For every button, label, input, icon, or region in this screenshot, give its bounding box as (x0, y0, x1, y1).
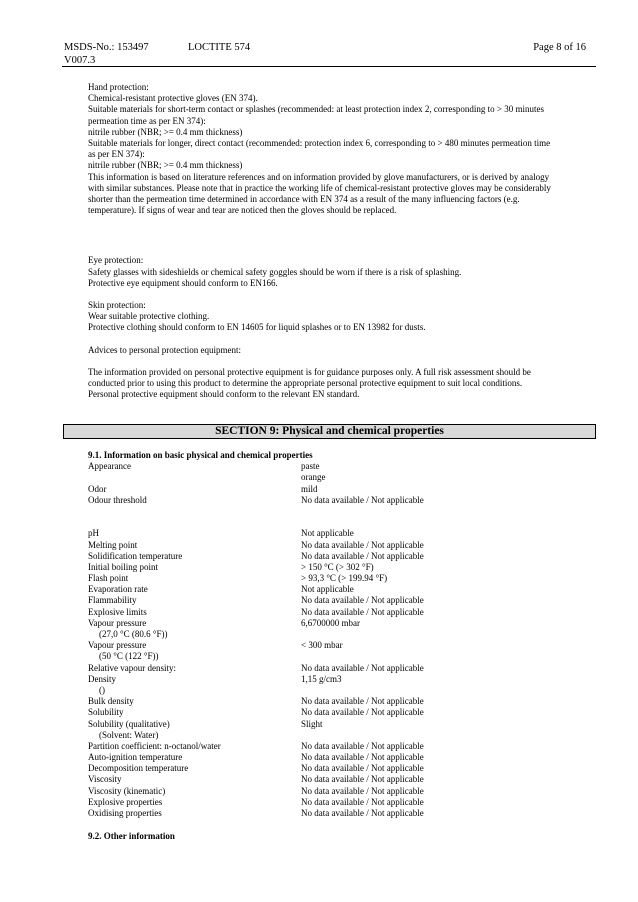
property-row (88, 461, 608, 472)
property-name: Melting point (88, 539, 138, 550)
property-value: No data available / Not applicable (301, 785, 424, 796)
property-name: Auto-ignition temperature (88, 752, 183, 763)
property-value: No data available / Not applicable (301, 696, 424, 707)
property-value: 6,6700000 mbar (301, 617, 360, 628)
property-row (88, 484, 608, 495)
property-row (88, 730, 608, 741)
property-row (88, 506, 608, 517)
property-value: No data available / Not applicable (301, 740, 424, 751)
property-row (88, 551, 608, 562)
hand-protection-line: temperature). If signs of wear and tear are noticed then the gloves should be replaced. (88, 205, 397, 216)
property-row (88, 472, 608, 483)
property-value: No data available / Not applicable (301, 595, 424, 606)
property-name: Appearance (88, 461, 131, 472)
hand-protection-line: This information is based on literature references and on information provided by glove manufacturers, or is derived by analogy (88, 171, 550, 182)
property-name: Explosive limits (88, 606, 147, 617)
eye-protection-line: Safety glasses with sideshields or chemical safety goggles should be worn if there is a risk of splashing. (88, 266, 462, 277)
property-name: Odour threshold (88, 494, 147, 505)
hand-protection-line: as per EN 374): (88, 149, 145, 160)
protection-content (88, 82, 616, 400)
skin-protection-block (88, 300, 616, 334)
advices-line: The information provided on personal protective equipment is for guidance purposes only. A full risk assessment should be (88, 366, 531, 377)
property-row (88, 573, 608, 584)
property-value: No data available / Not applicable (301, 808, 424, 819)
property-value: 1,15 g/cm3 (301, 673, 342, 684)
property-value: No data available / Not applicable (301, 774, 424, 785)
property-name: Density (88, 673, 116, 684)
property-value: No data available / Not applicable (301, 539, 424, 550)
property-row (88, 685, 608, 696)
property-name: Odor (88, 483, 107, 494)
hand-protection-line: shorter than the permeation time determined in accordance with EN 374 as a result of the many influencing factors (e.g. (88, 194, 520, 205)
hand-protection-line: with similar substances. Please note that in practice the working life of chemical-resistant protective gloves may be considerably (88, 182, 551, 193)
property-row (88, 495, 608, 506)
property-value: Not applicable (301, 584, 354, 595)
hand-protection-block (88, 82, 616, 216)
property-name: Solidification temperature (88, 550, 183, 561)
property-value: orange (301, 472, 326, 483)
product-name: LOCTITE 574 (188, 42, 251, 53)
msds-number: MSDS-No.: 153497 (64, 42, 149, 53)
property-row (88, 774, 608, 785)
section-9-heading: SECTION 9: Physical and chemical properties (63, 424, 596, 439)
property-name: () (99, 684, 105, 695)
property-value: No data available / Not applicable (301, 606, 424, 617)
property-name: Oxidising properties (88, 808, 162, 819)
property-name: Flash point (88, 573, 129, 584)
page-number: Page 8 of 16 (533, 42, 586, 53)
property-row (88, 528, 608, 539)
advices-block (88, 345, 616, 401)
properties-rows (88, 461, 608, 819)
properties-table (88, 450, 608, 842)
version-number: V007.3 (64, 55, 96, 66)
property-value: No data available / Not applicable (301, 550, 424, 561)
eye-protection-line: Protective eye equipment should conform to EN166. (88, 277, 278, 288)
eye-protection-block (88, 255, 616, 289)
property-value: paste (301, 461, 320, 472)
property-row (88, 663, 608, 674)
property-value: No data available / Not applicable (301, 707, 424, 718)
property-name: Decomposition temperature (88, 763, 189, 774)
property-value: Slight (301, 718, 323, 729)
property-row (88, 741, 608, 752)
property-name: Solubility (88, 707, 124, 718)
property-row (88, 808, 608, 819)
property-name: Partition coefficient: n-octanol/water (88, 740, 221, 751)
property-name: Vapour pressure (88, 617, 147, 628)
skin-protection-line: Skin protection: (88, 300, 146, 311)
property-row (88, 786, 608, 797)
property-value: No data available / Not applicable (301, 662, 424, 673)
property-row (88, 584, 608, 595)
property-value: Not applicable (301, 528, 354, 539)
property-name: Evaporation rate (88, 584, 148, 595)
property-row (88, 562, 608, 573)
subsection-9-1-heading: 9.1. Information on basic physical and chemical properties (88, 450, 313, 460)
property-name: Initial boiling point (88, 561, 158, 572)
property-name: (27,0 °C (80.6 °F)) (99, 629, 168, 640)
advices-line: conducted prior to using this product to determine the appropriate personal protective equipment to suit local conditions. (88, 378, 523, 389)
property-row (88, 719, 608, 730)
property-name: Relative vapour density: (88, 662, 176, 673)
property-name: Flammability (88, 595, 137, 606)
property-name: Explosive properties (88, 796, 163, 807)
hand-protection-line: nitrile rubber (NBR; >= 0.4 mm thickness) (88, 160, 243, 171)
hand-protection-line: Chemical-resistant protective gloves (EN 374). (88, 93, 258, 104)
property-row (88, 651, 608, 662)
hand-protection-line: Suitable materials for longer, direct contact (recommended: protection index 6, corresponding to > 480 minutes permeation time (88, 138, 551, 149)
property-name: Viscosity (88, 774, 122, 785)
property-row (88, 674, 608, 685)
property-name: Bulk density (88, 696, 134, 707)
property-value: > 150 °C (> 302 °F) (301, 561, 374, 572)
property-row (88, 707, 608, 718)
property-name: Viscosity (kinematic) (88, 785, 166, 796)
subsection-9-2-heading: 9.2. Other information (88, 831, 175, 841)
property-value: > 93,3 °C (> 199.94 °F) (301, 573, 388, 584)
property-row (88, 763, 608, 774)
eye-protection-line: Eye protection: (88, 255, 144, 266)
property-value: No data available / Not applicable (301, 752, 424, 763)
property-row (88, 540, 608, 551)
hand-protection-line: Suitable materials for short-term contact or splashes (recommended: at least protection index 2, corresponding to > 30 minutes (88, 104, 544, 115)
property-row (88, 517, 608, 528)
hand-protection-line: nitrile rubber (NBR; >= 0.4 mm thickness) (88, 126, 243, 137)
property-row (88, 640, 608, 651)
property-row (88, 595, 608, 606)
property-value: No data available / Not applicable (301, 796, 424, 807)
property-row (88, 797, 608, 808)
hand-protection-line: Hand protection: (88, 82, 149, 92)
header-divider (62, 66, 596, 67)
property-name: (50 °C (122 °F)) (99, 651, 159, 662)
page-header (64, 42, 586, 67)
property-name: (Solvent: Water) (99, 729, 159, 740)
property-row (88, 629, 608, 640)
property-row (88, 607, 608, 618)
property-name: pH (88, 528, 99, 539)
property-name: Vapour pressure (88, 640, 147, 651)
property-value: mild (301, 483, 318, 494)
skin-protection-line: Protective clothing should conform to EN 14605 for liquid splashes or to EN 13982 for dusts. (88, 322, 426, 333)
property-value: No data available / Not applicable (301, 494, 424, 505)
property-value: No data available / Not applicable (301, 763, 424, 774)
property-name: Solubility (qualitative) (88, 718, 170, 729)
hand-protection-line: permeation time as per EN 374): (88, 115, 206, 126)
property-row (88, 618, 608, 629)
property-row (88, 752, 608, 763)
skin-protection-line: Wear suitable protective clothing. (88, 311, 210, 322)
advices-line: Personal protective equipment should conform to the relevant EN standard. (88, 389, 360, 400)
property-value: < 300 mbar (301, 640, 343, 651)
property-row (88, 696, 608, 707)
advices-title: Advices to personal protection equipment: (88, 344, 241, 355)
